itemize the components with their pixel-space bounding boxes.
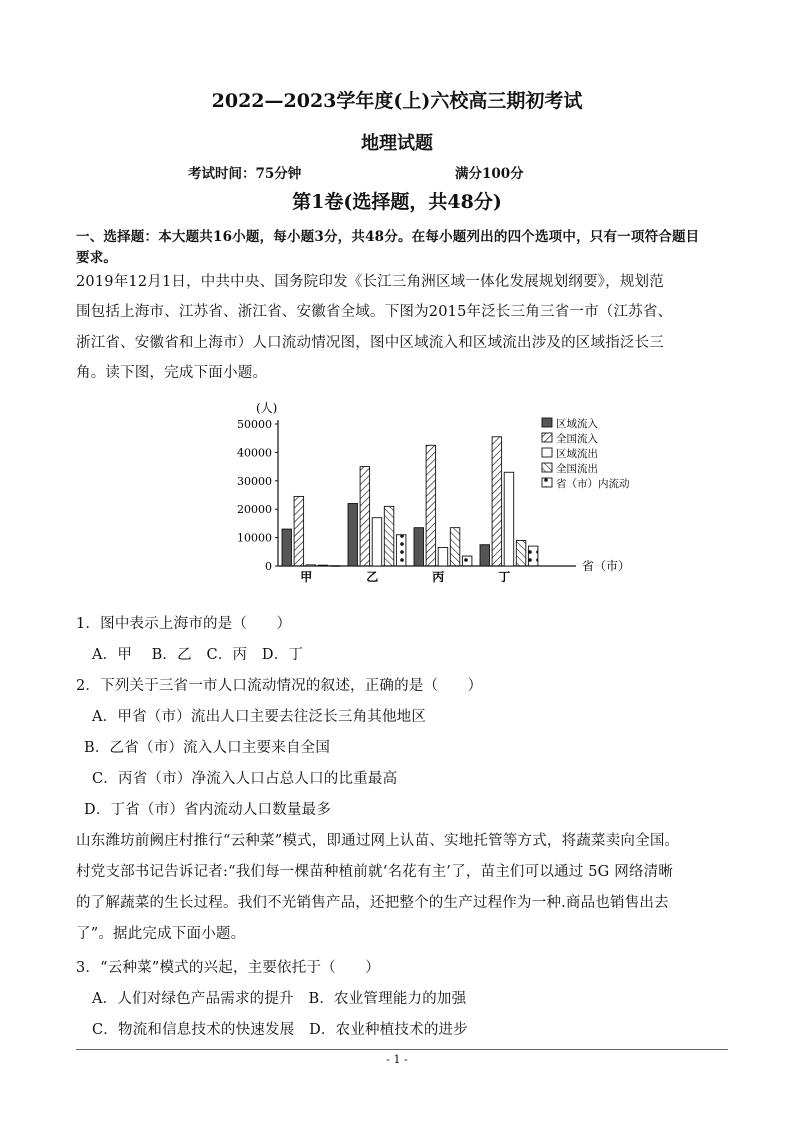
chart-bar <box>426 445 436 566</box>
y-tick-label: 40000 <box>237 446 272 460</box>
passage1-line: 围包括上海市、江苏省、浙江省、安徽省全域。下图为2015年泛长三角三省一市（江苏省、 <box>76 304 673 320</box>
chart-bar <box>462 556 472 566</box>
chart-bar <box>348 504 358 566</box>
legend-label: 区域流出 <box>556 448 598 460</box>
q2-option-a: A．甲省（市）流出人口主要去往泛长三角其他地区 <box>92 709 427 725</box>
chart-bar <box>294 496 304 566</box>
passage2-line: 山东潍坊前阙庄村推行“云种菜”模式，即通过网上认苗、实地托管等方式，将蔬菜卖向全国。 <box>76 833 680 849</box>
x-tick-label: 甲 <box>300 570 313 584</box>
passage2-line: 了”。据此完成下面小题。 <box>76 926 246 942</box>
legend-swatch <box>542 418 552 427</box>
legend-swatch <box>542 433 552 442</box>
y-tick-label: 20000 <box>237 503 272 517</box>
y-tick-label: 30000 <box>237 474 272 488</box>
population-flow-chart <box>222 396 652 591</box>
exam-time: 考试时间：75分钟 <box>188 166 302 182</box>
y-tick-label: 10000 <box>237 531 272 545</box>
chart-bar <box>516 540 526 566</box>
q2-stem: 2．下列关于三省一市人口流动情况的叙述，正确的是（ ） <box>76 678 483 694</box>
q2-option-c: C．丙省（市）净流入人口占总人口的比重最高 <box>92 771 398 787</box>
y-axis-label: (人) <box>256 401 278 415</box>
passage2-line: 的了解蔬菜的生长过程。我们不光销售产品，还把整个的生产过程作为一种.商品也销售出去 <box>76 895 669 911</box>
q3-options-ab: A．人们对绿色产品需求的提升 B．农业管理能力的加强 <box>92 991 467 1007</box>
chart-bar <box>492 437 502 566</box>
subject-title: 地理试题 <box>361 133 433 154</box>
chart-bar <box>318 565 328 566</box>
footer-rule <box>76 1049 728 1050</box>
passage1-line: 2019年12月1日，中共中央、国务院印发《长江三角洲区域一体化发展规划纲要》，规划范 <box>76 274 664 290</box>
passage2-line: 村党支部书记告诉记者:“我们每一棵苗种植前就‘名花有主’了，苗主们可以通过 5G 网络清晰 <box>76 864 674 880</box>
legend-swatch <box>542 448 552 457</box>
full-score: 满分100分 <box>455 166 524 182</box>
chart-bar <box>528 546 538 566</box>
x-axis-label: 省（市） <box>582 559 631 573</box>
chart-bar <box>372 518 382 566</box>
passage1-line: 角。读下图，完成下面小题。 <box>76 365 268 381</box>
instructions-line-2: 要求。 <box>76 250 118 266</box>
q2-option-b: B．乙省（市）流入人口主要来自全国 <box>84 740 331 756</box>
y-tick-label: 0 <box>265 560 272 573</box>
chart-bar <box>306 565 316 566</box>
instructions-line-1: 一、选择题：本大题共16小题，每小题3分，共48分。在每小题列出的四个选项中，只有一项符合题目 <box>76 229 700 245</box>
q1-options: A．甲 B．乙 C．丙 D．丁 <box>92 647 304 663</box>
chart-bar <box>396 535 406 566</box>
x-tick-label: 乙 <box>366 570 379 584</box>
x-tick-label: 丙 <box>432 570 445 584</box>
legend-swatch <box>542 463 552 472</box>
exam-title: 2022—2023学年度(上)六校高三期初考试 <box>211 90 583 112</box>
q3-options-cd: C．物流和信息技术的快速发展 D．农业种植技术的进步 <box>92 1022 468 1038</box>
section-title: 第1卷(选择题，共48分) <box>292 191 502 213</box>
chart-bar <box>480 545 490 566</box>
chart-bar <box>450 528 460 566</box>
chart-bar <box>438 548 448 566</box>
q1-stem: 1．图中表示上海市的是（ ） <box>76 616 292 632</box>
q3-stem: 3．“云种菜”模式的兴起，主要依托于（ ） <box>76 960 380 976</box>
passage1-line: 浙江省、安徽省和上海市）人口流动情况图，图中区域流入和区域流出涉及的区域指泛长三 <box>76 335 664 351</box>
q2-option-d: D．丁省（市）省内流动人口数量最多 <box>84 802 332 818</box>
chart-bar <box>384 506 394 566</box>
page-number: - 1 - <box>386 1053 408 1066</box>
chart-bar <box>504 472 514 566</box>
legend-label: 省（市）内流动 <box>556 478 630 490</box>
chart-bar <box>330 566 340 567</box>
x-tick-label: 丁 <box>498 570 511 584</box>
y-tick-label: 50000 <box>237 418 272 431</box>
legend-label: 全国流入 <box>556 433 598 445</box>
legend-label: 全国流出 <box>556 463 598 475</box>
chart-bar <box>282 529 292 566</box>
legend-swatch <box>542 478 552 487</box>
chart-bar <box>360 467 370 566</box>
chart-bar <box>414 528 424 566</box>
legend-label: 区域流入 <box>556 418 598 430</box>
